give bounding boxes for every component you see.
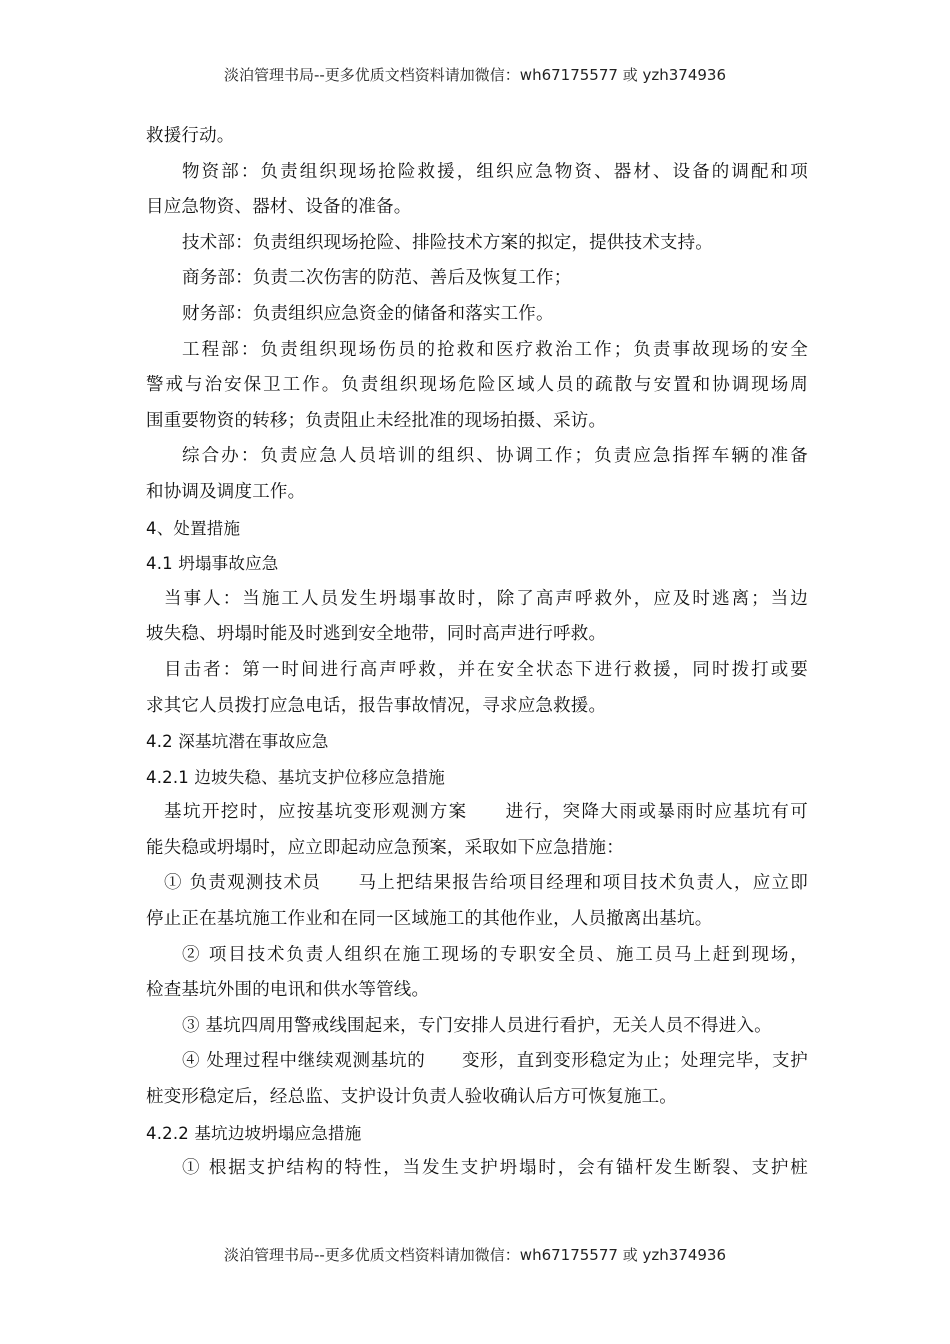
paragraph-line: ③ 基坑四周用警戒线围起来，专门安排人员进行看护，无关人员不得进入。 — [182, 1015, 772, 1036]
section-heading: 4.2.1 边坡失稳、基坑支护位移应急措施 — [146, 767, 445, 787]
section-heading: 4、处置措施 — [146, 518, 241, 538]
paragraph-line: 围重要物资的转移；负责阻止未经批准的现场拍摄、采访。 — [146, 410, 607, 431]
paragraph-line: 当事人：当施工人员发生坍塌事故时，除了高声呼救外，应及时逃离；当边 — [164, 588, 808, 609]
paragraph-line: 桩变形稳定后，经总监、支护设计负责人验收确认后方可恢复施工。 — [146, 1087, 677, 1108]
paragraph-line: 坡失稳、坍塌时能及时逃到安全地带，同时高声进行呼救。 — [146, 624, 607, 645]
section-heading: 4.2 深基坑潜在事故应急 — [146, 732, 329, 752]
paragraph-line: 工程部：负责组织现场伤员的抢救和医疗救治工作；负责事故现场的安全 — [182, 339, 808, 360]
paragraph-line: 警戒与治安保卫工作。负责组织现场危险区域人员的疏散与安置和协调现场周 — [146, 375, 808, 396]
section-heading: 4.1 坍塌事故应急 — [146, 554, 279, 574]
page-footer: 淡泊管理书局--更多优质文档资料请加微信：wh67175577 或 yzh374936 — [223, 1246, 726, 1264]
paragraph-line: ② 项目技术负责人组织在施工现场的专职安全员、施工员马上赶到现场， — [182, 944, 808, 965]
paragraph-line: ④ 处理过程中继续观测基坑的 变形，直到变形稳定为止；处理完毕，支护 — [182, 1051, 808, 1072]
paragraph-line: 目应急物资、器材、设备的准备。 — [146, 197, 412, 218]
paragraph-line: 物资部：负责组织现场抢险救援，组织应急物资、器材、设备的调配和项 — [182, 161, 808, 182]
paragraph-line: 和协调及调度工作。 — [146, 481, 306, 502]
document-body — [146, 119, 808, 1187]
page-header: 淡泊管理书局--更多优质文档资料请加微信：wh67175577 或 yzh374936 — [223, 66, 726, 84]
paragraph-line: 救援行动。 — [146, 126, 235, 146]
paragraph-line: 停止正在基坑施工作业和在同一区域施工的其他作业，人员撤离出基坑。 — [146, 909, 713, 930]
paragraph-line: ① 根据支护结构的特性，当发生支护坍塌时，会有锚杆发生断裂、支护桩 — [182, 1158, 808, 1179]
paragraph-line: 目击者：第一时间进行高声呼救，并在安全状态下进行救援，同时拨打或要 — [164, 659, 808, 680]
paragraph-line: 求其它人员拨打应急电话，报告事故情况，寻求应急救援。 — [146, 695, 607, 716]
paragraph-line: 财务部：负责组织应急资金的储备和落实工作。 — [182, 303, 554, 324]
paragraph-line: 商务部：负责二次伤害的防范、善后及恢复工作； — [182, 268, 572, 289]
paragraph-line: 技术部：负责组织现场抢险、排险技术方案的拟定，提供技术支持。 — [182, 232, 713, 253]
section-heading: 4.2.2 基坑边坡坍塌应急措施 — [146, 1123, 362, 1143]
paragraph-line: 基坑开挖时，应按基坑变形观测方案 进行，突降大雨或暴雨时应基坑有可 — [164, 802, 808, 823]
paragraph-line: 能失稳或坍塌时，应立即起动应急预案，采取如下应急措施： — [146, 837, 624, 858]
paragraph-line: 检查基坑外围的电讯和供水等管线。 — [146, 980, 430, 1001]
paragraph-line: 综合办：负责应急人员培训的组织、协调工作；负责应急指挥车辆的准备 — [182, 446, 808, 467]
paragraph-line: ① 负责观测技术员 马上把结果报告给项目经理和项目技术负责人，应立即 — [164, 873, 808, 894]
